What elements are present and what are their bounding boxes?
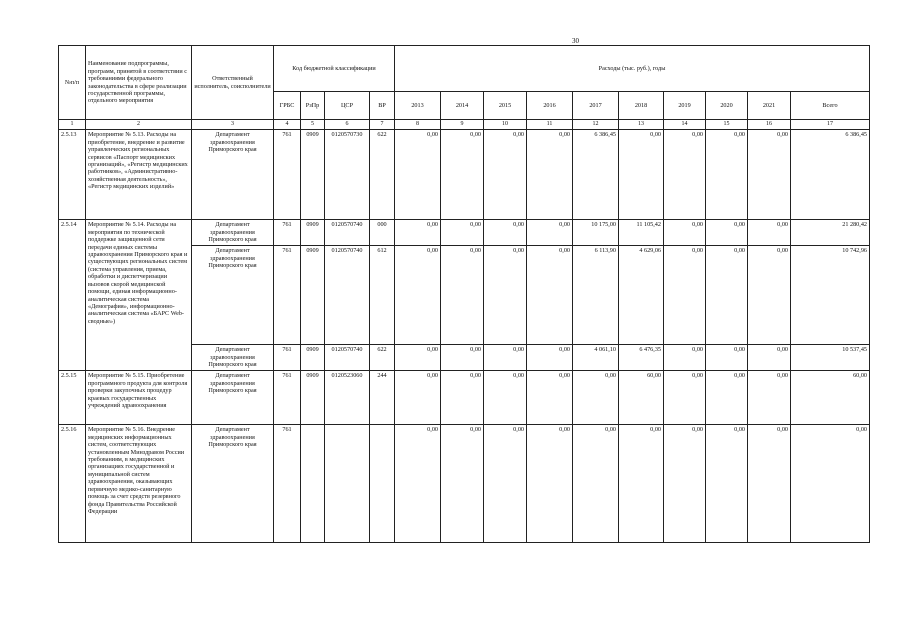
row-value: 0,00 bbox=[441, 130, 484, 220]
row-value: 0,00 bbox=[527, 345, 573, 371]
header-year: 2013 bbox=[395, 92, 441, 120]
header-year: 2017 bbox=[573, 92, 619, 120]
row-value: 0,00 bbox=[664, 220, 706, 246]
row-value: 0,00 bbox=[395, 371, 441, 425]
row-csr: 0120570740 bbox=[325, 246, 370, 345]
column-index: 4 bbox=[274, 120, 301, 130]
row-grbs: 761 bbox=[274, 425, 301, 543]
row-value: 0,00 bbox=[484, 220, 527, 246]
row-value: 11 105,42 bbox=[619, 220, 664, 246]
header-responsible: Ответственный исполнитель, соисполнители bbox=[192, 46, 274, 120]
row-value: 0,00 bbox=[527, 130, 573, 220]
column-index: 12 bbox=[573, 120, 619, 130]
row-total: 21 280,42 bbox=[791, 220, 870, 246]
column-index: 17 bbox=[791, 120, 870, 130]
row-value: 0,00 bbox=[441, 345, 484, 371]
row-value: 0,00 bbox=[573, 371, 619, 425]
row-value: 0,00 bbox=[664, 130, 706, 220]
row-value: 0,00 bbox=[484, 246, 527, 345]
budget-table bbox=[58, 45, 870, 543]
row-value: 0,00 bbox=[748, 220, 791, 246]
row-value: 0,00 bbox=[527, 425, 573, 543]
header-name: Наименование подпрограммы, программ, принятой в соответствии с требованиями федерального законодательства в сфере реализации государственной программы, отдельного мероприятия bbox=[86, 46, 192, 120]
row-value: 0,00 bbox=[706, 371, 748, 425]
row-value: 0,00 bbox=[441, 425, 484, 543]
column-index: 14 bbox=[664, 120, 706, 130]
row-value: 0,00 bbox=[527, 246, 573, 345]
row-value: 10 175,00 bbox=[573, 220, 619, 246]
column-index: 8 bbox=[395, 120, 441, 130]
header-rzpr: РзПр bbox=[301, 92, 325, 120]
row-value: 6 476,35 bbox=[619, 345, 664, 371]
table-row bbox=[59, 425, 870, 543]
row-total: 10 742,96 bbox=[791, 246, 870, 345]
row-value: 0,00 bbox=[441, 371, 484, 425]
row-responsible: Департамент здравоохранения Приморского края bbox=[192, 345, 274, 371]
header-kbk: Код бюджетной классификации bbox=[274, 46, 395, 92]
header-grbs: ГРБС bbox=[274, 92, 301, 120]
row-total: 60,00 bbox=[791, 371, 870, 425]
header-year: 2016 bbox=[527, 92, 573, 120]
row-name: Мероприятие № 5.16. Внедрение медицинских информационных систем, соответствующих установленным Минздравом России требованиям, в медицинских организациях государственной и муниципальной систем здравоохранения, оказывающих первичную медико-санитарную помощь за счет средств резервного фонда Правительства Российской Федерации bbox=[86, 425, 192, 543]
row-value: 0,00 bbox=[527, 220, 573, 246]
column-index: 11 bbox=[527, 120, 573, 130]
row-rzpr: 0909 bbox=[301, 220, 325, 246]
row-value: 0,00 bbox=[484, 425, 527, 543]
row-value: 0,00 bbox=[395, 220, 441, 246]
column-index: 15 bbox=[706, 120, 748, 130]
row-value: 0,00 bbox=[748, 130, 791, 220]
row-grbs: 761 bbox=[274, 220, 301, 246]
column-index: 3 bbox=[192, 120, 274, 130]
row-value: 0,00 bbox=[527, 371, 573, 425]
header-year: 2018 bbox=[619, 92, 664, 120]
header-csr: ЦСР bbox=[325, 92, 370, 120]
column-index: 16 bbox=[748, 120, 791, 130]
row-value: 0,00 bbox=[573, 425, 619, 543]
row-value: 0,00 bbox=[441, 220, 484, 246]
page-number: 30 bbox=[572, 37, 579, 45]
table-row bbox=[59, 220, 870, 246]
column-index: 2 bbox=[86, 120, 192, 130]
row-value: 0,00 bbox=[706, 425, 748, 543]
column-index-row bbox=[59, 120, 870, 130]
row-rzpr: 0909 bbox=[301, 345, 325, 371]
row-value: 0,00 bbox=[395, 425, 441, 543]
column-index: 13 bbox=[619, 120, 664, 130]
row-value: 0,00 bbox=[664, 371, 706, 425]
row-value: 0,00 bbox=[748, 345, 791, 371]
row-value: 0,00 bbox=[664, 246, 706, 345]
row-value: 4 629,06 bbox=[619, 246, 664, 345]
row-value: 0,00 bbox=[441, 246, 484, 345]
row-value: 0,00 bbox=[664, 425, 706, 543]
row-value: 6 113,90 bbox=[573, 246, 619, 345]
row-vr: 622 bbox=[370, 345, 395, 371]
row-vr: 612 bbox=[370, 246, 395, 345]
row-number: 2.5.16 bbox=[59, 425, 86, 543]
row-grbs: 761 bbox=[274, 130, 301, 220]
column-index: 5 bbox=[301, 120, 325, 130]
row-rzpr: 0909 bbox=[301, 130, 325, 220]
row-number: 2.5.14 bbox=[59, 220, 86, 371]
row-csr bbox=[325, 425, 370, 543]
row-rzpr bbox=[301, 425, 325, 543]
column-index: 7 bbox=[370, 120, 395, 130]
row-value: 0,00 bbox=[706, 130, 748, 220]
row-csr: 0120570740 bbox=[325, 345, 370, 371]
row-vr: 622 bbox=[370, 130, 395, 220]
row-value: 0,00 bbox=[748, 246, 791, 345]
row-responsible: Департамент здравоохранения Приморского края bbox=[192, 371, 274, 425]
row-value: 0,00 bbox=[706, 345, 748, 371]
row-vr bbox=[370, 425, 395, 543]
row-total: 10 537,45 bbox=[791, 345, 870, 371]
row-value: 0,00 bbox=[748, 425, 791, 543]
header-num: №п/п bbox=[59, 46, 86, 120]
header-year: 2015 bbox=[484, 92, 527, 120]
table-row bbox=[59, 371, 870, 425]
header-expenses: Расходы (тыс. руб.), годы bbox=[395, 46, 870, 92]
row-value: 0,00 bbox=[395, 130, 441, 220]
column-index: 1 bbox=[59, 120, 86, 130]
column-index: 10 bbox=[484, 120, 527, 130]
table-row bbox=[59, 130, 870, 220]
header-year: 2019 bbox=[664, 92, 706, 120]
column-index: 9 bbox=[441, 120, 484, 130]
row-value: 0,00 bbox=[706, 220, 748, 246]
row-value: 0,00 bbox=[706, 246, 748, 345]
row-csr: 0120570740 bbox=[325, 220, 370, 246]
row-value: 0,00 bbox=[484, 345, 527, 371]
column-index: 6 bbox=[325, 120, 370, 130]
header-vr: ВР bbox=[370, 92, 395, 120]
row-value: 0,00 bbox=[484, 371, 527, 425]
row-vr: 000 bbox=[370, 220, 395, 246]
row-total: 6 386,45 bbox=[791, 130, 870, 220]
row-rzpr: 0909 bbox=[301, 371, 325, 425]
row-value: 0,00 bbox=[619, 130, 664, 220]
row-number: 2.5.13 bbox=[59, 130, 86, 220]
row-number: 2.5.15 bbox=[59, 371, 86, 425]
row-value: 0,00 bbox=[484, 130, 527, 220]
header-year: 2020 bbox=[706, 92, 748, 120]
header-total: Всего bbox=[791, 92, 870, 120]
row-csr: 0120523060 bbox=[325, 371, 370, 425]
header-year: 2014 bbox=[441, 92, 484, 120]
row-responsible: Департамент здравоохранения Приморского края bbox=[192, 425, 274, 543]
row-vr: 244 bbox=[370, 371, 395, 425]
row-name: Мероприятие № 5.15. Приобретение программного продукта для контроля проверки закупочных процедур краевых государственных учреждений здравоохранения bbox=[86, 371, 192, 425]
row-value: 0,00 bbox=[748, 371, 791, 425]
row-grbs: 761 bbox=[274, 371, 301, 425]
header-year: 2021 bbox=[748, 92, 791, 120]
row-name: Мероприятие № 5.13. Расходы на приобретение, внедрение и развитие управленческих региональных сервисов «Паспорт медицинских организаций», «Регистр медицинских работников», «Административно-хозяйственная деятельность», «Регистр медицинских изделий» bbox=[86, 130, 192, 220]
row-responsible: Департамент здравоохранения Приморского края bbox=[192, 246, 274, 345]
row-value: 6 386,45 bbox=[573, 130, 619, 220]
row-total: 0,00 bbox=[791, 425, 870, 543]
row-grbs: 761 bbox=[274, 345, 301, 371]
row-grbs: 761 bbox=[274, 246, 301, 345]
row-rzpr: 0909 bbox=[301, 246, 325, 345]
row-value: 4 061,10 bbox=[573, 345, 619, 371]
row-name: Мероприятие № 5.14. Расходы на мероприятия по технической поддержке защищенной сети передачи единых системы здравоохранения Приморского края и существующих региональных систем (система управления, приема, обработки и диспетчеризации вызовов скорой медицинской помощи, единая информационно-аналитическая система «Демография», информационно-аналитическая система «БАРС Web-сводные») bbox=[86, 220, 192, 371]
row-csr: 0120570730 bbox=[325, 130, 370, 220]
row-value: 0,00 bbox=[664, 345, 706, 371]
row-value: 0,00 bbox=[619, 425, 664, 543]
row-responsible: Департамент здравоохранения Приморского края bbox=[192, 220, 274, 246]
row-value: 0,00 bbox=[395, 345, 441, 371]
row-responsible: Департамент здравоохранения Приморского края bbox=[192, 130, 274, 220]
row-value: 60,00 bbox=[619, 371, 664, 425]
row-value: 0,00 bbox=[395, 246, 441, 345]
